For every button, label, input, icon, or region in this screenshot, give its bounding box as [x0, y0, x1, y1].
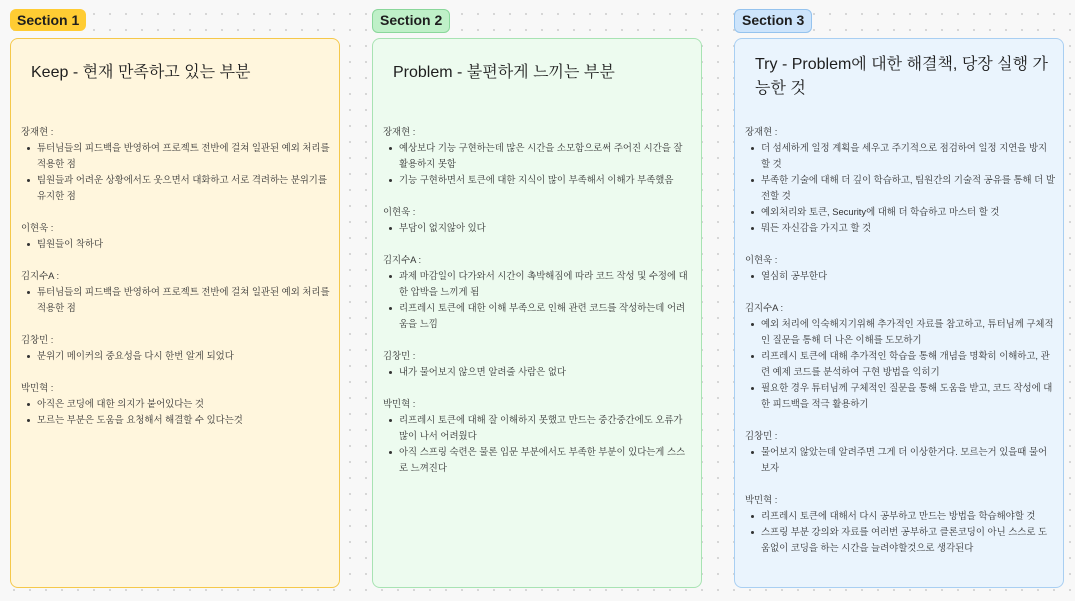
section-1-title: Keep - 현재 만족하고 있는 부분 [31, 64, 251, 81]
person-name: 장재현 : [745, 126, 778, 137]
list-item: 분위기 메이커의 중요성을 다시 한번 알게 되었다 [21, 348, 331, 364]
item-list [21, 284, 331, 316]
item-list [383, 412, 693, 476]
section-3-card[interactable] [734, 38, 1064, 588]
list-item: 모르는 부분은 도움을 요청해서 해결할 수 있다는것 [21, 412, 331, 428]
person-block [383, 252, 693, 332]
person-name: 이현욱 : [21, 222, 54, 233]
list-item: 과제 마감일이 다가와서 시간이 촉박해짐에 따라 코드 작성 및 수정에 대한 압박을 느끼게 됨 [383, 268, 693, 300]
section-3-title-line-2: 능한 것 [755, 80, 806, 97]
section-3-body [745, 124, 1055, 556]
item-list [745, 140, 1055, 236]
list-item: 열심히 공부한다 [745, 268, 1055, 284]
person-block [383, 396, 693, 476]
list-item: 튜터님들의 피드백을 반영하여 프로젝트 전반에 걸쳐 일관된 예외 처리를 적용한 점 [21, 140, 331, 172]
list-item: 예외처리와 토큰, Security에 대해 더 학습하고 마스터 할 것 [745, 204, 1055, 220]
item-list [21, 396, 331, 428]
list-item: 물어보지 않았는데 알려주면 그게 더 이상한거다. 모르는거 있을때 물어보자 [745, 444, 1055, 476]
person-name: 이현욱 : [383, 206, 416, 217]
list-item: 팀원들과 어려운 상황에서도 웃으면서 대화하고 서로 격려하는 분위기를 유지한 점 [21, 172, 331, 204]
section-3-tag[interactable]: Section 3 [734, 9, 812, 33]
person-name: 김창민 : [383, 350, 416, 361]
list-item: 튜터님들의 피드백을 반영하여 프로젝트 전반에 걸쳐 일관된 예외 처리를 적용한 점 [21, 284, 331, 316]
section-3-title-line-1: Try - Problem에 대한 해결책, 당장 실행 가 [755, 56, 1048, 73]
list-item: 스프링 부분 강의와 자료를 여러번 공부하고 클론코딩이 아닌 스스로 도움없이 코딩을 하는 시간을 늘려야할것으로 생각된다 [745, 524, 1055, 556]
list-item: 아직은 코딩에 대한 의지가 붙어있다는 것 [21, 396, 331, 412]
person-block [383, 348, 693, 380]
item-list [383, 220, 693, 236]
item-list [21, 348, 331, 364]
list-item: 팀원들이 착하다 [21, 236, 331, 252]
item-list [745, 444, 1055, 476]
person-name: 김지수A : [21, 270, 60, 281]
item-list [21, 236, 331, 252]
list-item: 부담이 없지않아 있다 [383, 220, 693, 236]
list-item: 내가 물어보지 않으면 알려줄 사람은 없다 [383, 364, 693, 380]
section-3-title [755, 53, 1048, 101]
list-item: 리프레시 토큰에 대한 이해 부족으로 인해 관련 코드를 작성하는데 어려움을 느낌 [383, 300, 693, 332]
item-list [21, 140, 331, 204]
person-name: 장재현 : [21, 126, 54, 137]
person-block [745, 252, 1055, 284]
section-2-title: Problem - 불편하게 느끼는 부분 [393, 64, 615, 81]
list-item: 부족한 기술에 대해 더 깊이 학습하고, 팀원간의 기술적 공유를 통해 더 발전할 것 [745, 172, 1055, 204]
person-block [21, 268, 331, 316]
list-item: 더 섬세하게 일정 계획을 세우고 주기적으로 점검하여 일정 지연을 방지할 것 [745, 140, 1055, 172]
item-list [745, 268, 1055, 284]
person-name: 김창민 : [21, 334, 54, 345]
person-block [745, 492, 1055, 556]
person-name: 장재현 : [383, 126, 416, 137]
item-list [383, 364, 693, 380]
item-list [383, 140, 693, 188]
section-2-tag[interactable]: Section 2 [372, 9, 450, 33]
person-block [383, 124, 693, 188]
person-block [21, 380, 331, 428]
list-item: 뭐든 자신감을 가지고 할 것 [745, 220, 1055, 236]
person-name: 이현욱 : [745, 254, 778, 265]
section-1-tag[interactable]: Section 1 [10, 9, 86, 31]
section-1-card[interactable] [10, 38, 340, 588]
item-list [383, 268, 693, 332]
list-item: 예상보다 기능 구현하는데 많은 시간을 소모함으로써 주어진 시간을 잘 활용하지 못함 [383, 140, 693, 172]
list-item: 리프레시 토큰에 대해 추가적인 학습을 통해 개념을 명확히 이해하고, 관련 예제 코드를 분석하여 구현 방법을 익히기 [745, 348, 1055, 380]
person-block [21, 332, 331, 364]
list-item: 리프레시 토큰에 대해서 다시 공부하고 만드는 방법을 학습해야할 것 [745, 508, 1055, 524]
section-2-card[interactable] [372, 38, 702, 588]
list-item: 기능 구현하면서 토큰에 대한 지식이 많이 부족해서 이해가 부족했음 [383, 172, 693, 188]
list-item: 필요한 경우 튜터님께 구체적인 질문을 통해 도움을 받고, 코드 작성에 대한 피드백을 적극 활용하기 [745, 380, 1055, 412]
person-block [745, 300, 1055, 412]
person-name: 김창민 : [745, 430, 778, 441]
person-name: 박민혁 : [383, 398, 416, 409]
person-block [745, 428, 1055, 476]
person-block [21, 220, 331, 252]
list-item: 아직 스프링 숙련은 물론 입문 부분에서도 부족한 부분이 있다는게 스스로 느껴진다 [383, 444, 693, 476]
person-name: 김지수A : [745, 302, 784, 313]
person-name: 박민혁 : [21, 382, 54, 393]
person-name: 박민혁 : [745, 494, 778, 505]
item-list [745, 316, 1055, 412]
section-1-body [21, 124, 331, 428]
person-block [21, 124, 331, 204]
list-item: 리프레시 토큰에 대해 잘 이해하지 못했고 만드는 중간중간에도 오류가 많이 나서 어려웠다 [383, 412, 693, 444]
person-block [383, 204, 693, 236]
section-2-body [383, 124, 693, 476]
item-list [745, 508, 1055, 556]
person-name: 김지수A : [383, 254, 422, 265]
person-block [745, 124, 1055, 236]
list-item: 예외 처리에 익숙해지기위해 추가적인 자료를 참고하고, 튜터님께 구체적인 질문을 통해 더 나은 이해를 도모하기 [745, 316, 1055, 348]
